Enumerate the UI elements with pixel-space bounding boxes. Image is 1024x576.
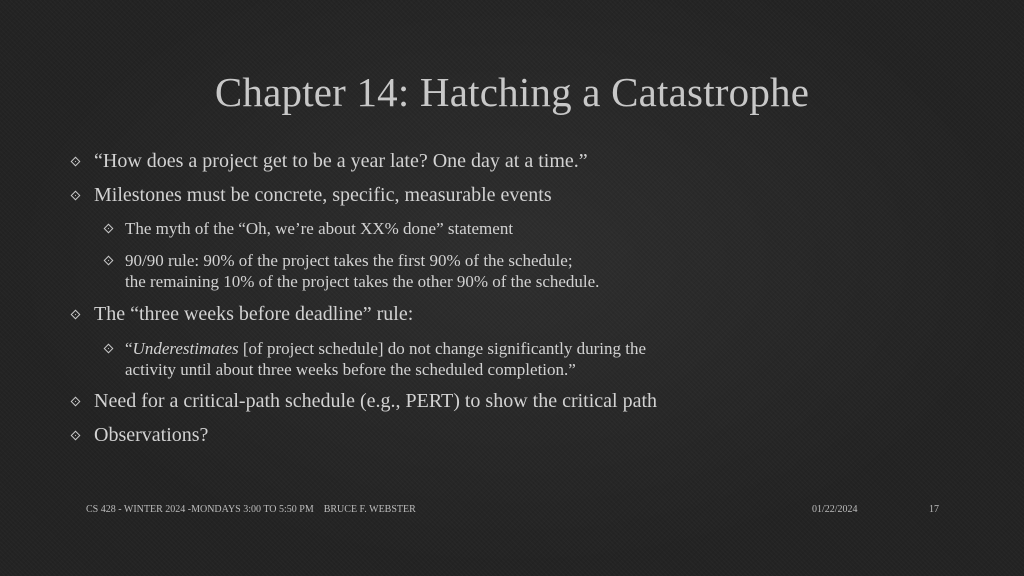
footer-page-number: 17: [929, 504, 939, 515]
sub-bullet-item-3-1: [125, 338, 646, 380]
bullet-item-2: Milestones must be concrete, specific, measurable events: [94, 184, 552, 206]
footer-date: 01/22/2024: [812, 504, 858, 515]
sub-bullet-line: activity until about three weeks before the scheduled completion.”: [125, 360, 576, 379]
diamond-bullet-icon: [104, 344, 114, 354]
bullet-item-1: “How does a project get to be a year late? One day at a time.”: [94, 150, 588, 172]
italic-term: Underestimates: [132, 339, 239, 358]
diamond-bullet-icon: [104, 224, 114, 234]
diamond-bullet-icon: [104, 256, 114, 266]
diamond-bullet-icon: [71, 157, 81, 167]
bullet-item-3: The “three weeks before deadline” rule:: [94, 303, 414, 325]
footer-course-info: CS 428 - WINTER 2024 -MONDAYS 3:00 TO 5:50 PM BRUCE F. WEBSTER: [86, 504, 416, 515]
sub-bullet-line: 90/90 rule: 90% of the project takes the first 90% of the schedule;: [125, 251, 573, 270]
line-rest: [of project schedule] do not change significantly during the: [238, 339, 647, 358]
bullet-item-5: Observations?: [94, 424, 209, 446]
bullet-item-4: Need for a critical-path schedule (e.g., PERT) to show the critical path: [94, 390, 658, 412]
diamond-bullet-icon: [71, 431, 81, 441]
sub-bullet-line: the remaining 10% of the project takes the other 90% of the schedule.: [125, 272, 600, 291]
sub-bullet-line: [125, 338, 646, 359]
open-quote: “: [125, 339, 133, 358]
diamond-bullet-icon: [71, 191, 81, 201]
slide-title: Chapter 14: Hatching a Catastrophe: [214, 69, 810, 115]
sub-bullet-item-2-2: [125, 250, 599, 292]
sub-bullet-item-2-1: The myth of the “Oh, we’re about XX% done” statement: [125, 219, 514, 238]
diamond-bullet-icon: [71, 310, 81, 320]
diamond-bullet-icon: [71, 397, 81, 407]
